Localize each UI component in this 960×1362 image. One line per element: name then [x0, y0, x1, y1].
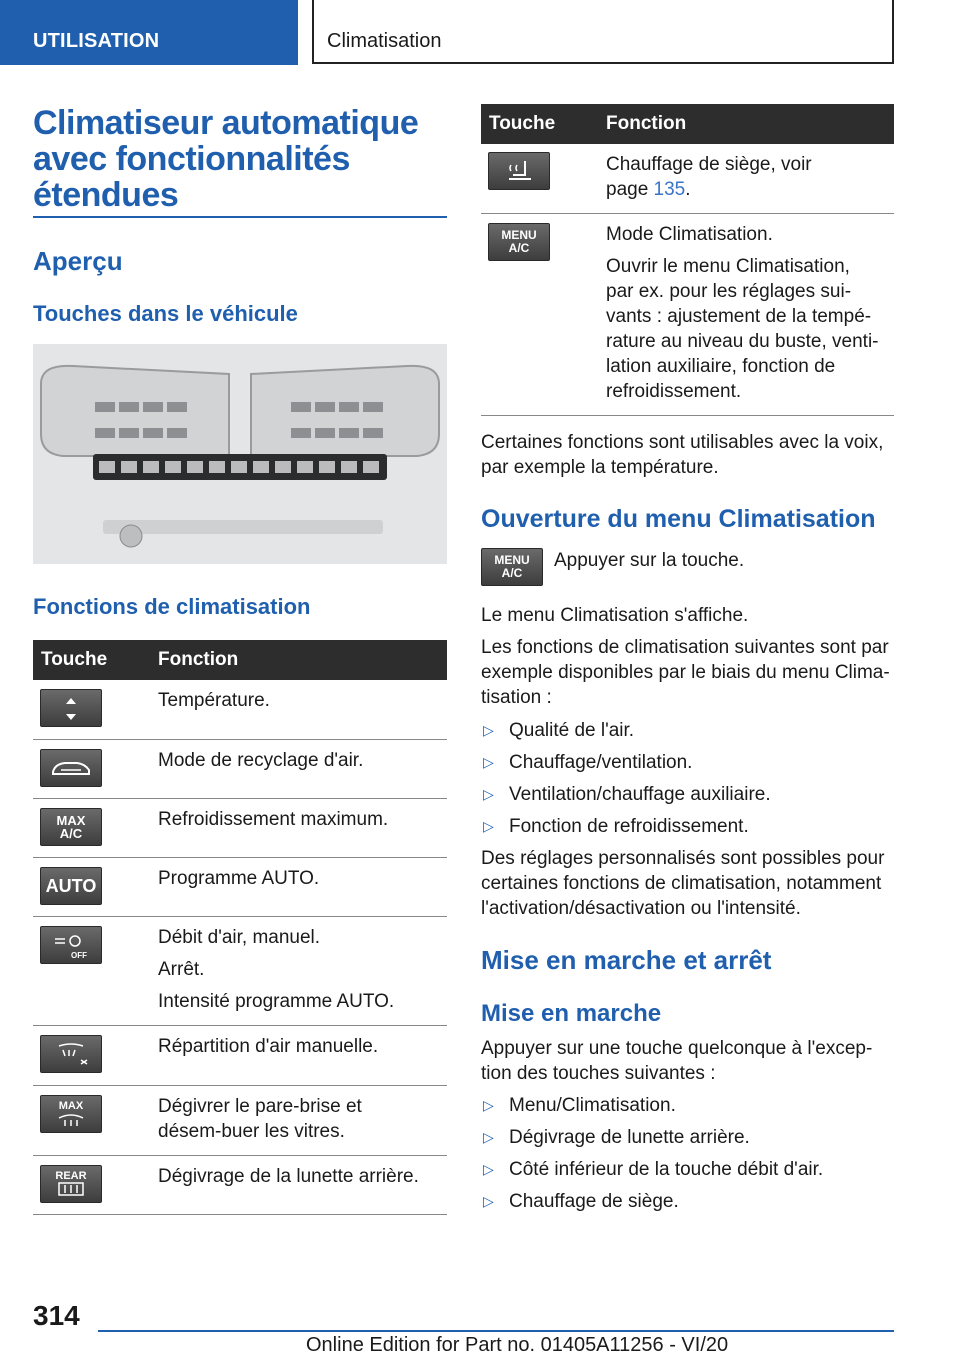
triangle-bullet-icon: ▷: [483, 1129, 494, 1145]
table-row: AUTO Programme AUTO.: [33, 857, 447, 916]
menu-ac-icon: MENU A/C: [488, 223, 550, 261]
title-rule: [33, 216, 447, 218]
table-row: Température.: [33, 680, 447, 739]
menu-items-list: [481, 718, 894, 846]
table-row: MAX Dégivrer le pare-brise et désem-buer les vitres.: [33, 1085, 447, 1155]
footer-rule: [98, 1330, 894, 1332]
heading-marche-arret: Mise en marche et arrêt: [481, 945, 772, 975]
press-key-text: Appuyer sur la touche.: [554, 550, 745, 571]
footer-edition: Online Edition for Part no. 01405A11256 - VI/20: [306, 1334, 729, 1356]
triangle-bullet-icon: ▷: [483, 754, 494, 770]
header-chapter-tab: [312, 0, 894, 64]
functions-table-right: [481, 104, 894, 416]
svg-text:OFF: OFF: [71, 950, 87, 960]
triangle-bullet-icon: ▷: [483, 1097, 494, 1113]
header-section-tab: [0, 0, 298, 65]
functions-intro: Les fonctions de climatisation suivantes sont par exemple disponibles par le biais du menu Clima- tisation :: [481, 637, 890, 708]
list-item: ▷ Qualité de l'air.: [483, 720, 635, 741]
auto-program-icon: AUTO: [40, 867, 102, 905]
max-ac-icon: MAX A/C: [40, 808, 102, 846]
col-header-touche: Touche: [33, 640, 158, 680]
heading-touches: Touches dans le véhicule: [33, 301, 298, 326]
seat-heating-icon: [488, 152, 550, 190]
dashboard-illustration: [33, 344, 447, 564]
list-item: ▷ Chauffage de siège.: [483, 1191, 679, 1212]
col-header-touche: Touche: [481, 104, 606, 144]
page-number: 314: [33, 1300, 80, 1331]
list-item: ▷ Fonction de refroidissement.: [483, 816, 749, 837]
list-item: ▷ Côté inférieur de la touche débit d'air.: [483, 1159, 824, 1180]
air-distribution-icon: [40, 1035, 102, 1073]
header-section-label: UTILISATION: [33, 30, 160, 52]
header-chapter-label: Climatisation: [327, 30, 442, 52]
col-header-fonction: Fonction: [606, 104, 894, 144]
triangle-bullet-icon: ▷: [483, 722, 494, 738]
max-defrost-icon: [40, 1095, 102, 1133]
triangle-bullet-icon: ▷: [483, 1161, 494, 1177]
except-items-list: [481, 1093, 894, 1221]
table-row: OFF Débit d'air, manuel. Arrêt. Intensité programme AUTO.: [33, 916, 447, 1025]
table-row: Mode de recyclage d'air.: [33, 739, 447, 798]
heading-mise-en-marche: Mise en marche: [481, 1000, 662, 1027]
page-link[interactable]: 135: [653, 179, 686, 200]
functions-table-left: [33, 640, 447, 1215]
table-row: Répartition d'air manuelle.: [33, 1025, 447, 1085]
personal-settings-note: Des réglages personnalisés sont possibles pour certaines fonctions de climatisation, notamment l'activation/désactivation ou l'intensité.: [481, 848, 885, 919]
fan-off-icon: [40, 926, 102, 964]
triangle-bullet-icon: ▷: [483, 786, 494, 802]
triangle-bullet-icon: ▷: [483, 1193, 494, 1209]
svg-text:MAX: MAX: [58, 1099, 84, 1112]
dashboard-photo: [33, 344, 447, 564]
heading-fonctions: Fonctions de climatisation: [33, 594, 311, 619]
col-header-fonction: Fonction: [158, 640, 447, 680]
table-row: Chauffage de siège, voir page 135.: [481, 144, 894, 214]
menu-shows-text: Le menu Climatisation s'affiche.: [481, 605, 749, 626]
heading-ouverture: Ouverture du menu Climatisation: [481, 505, 876, 533]
table-row: MENU A/C Mode Climatisation. Ouvrir le menu Climatisation, par ex. pour les réglages sui- vants : ajustement de la tempé- rature au niveau du buste, venti- lation auxiliaire, fonction de refroidissement.: [481, 214, 894, 416]
temperature-arrows-icon: [40, 689, 102, 727]
page-title: Climatiseur automatique avec fonctionnalités étendues: [33, 104, 419, 214]
air-recirculation-icon: [40, 749, 102, 787]
rear-defrost-icon: [40, 1165, 102, 1203]
triangle-bullet-icon: ▷: [483, 818, 494, 834]
list-item: ▷ Dégivrage de lunette arrière.: [483, 1127, 750, 1148]
table-row: REAR Dégivrage de la lunette arrière.: [33, 1155, 447, 1214]
start-text: Appuyer sur une touche quelconque à l'excep- tion des touches suivantes :: [481, 1038, 873, 1084]
svg-text:REAR: REAR: [55, 1169, 87, 1182]
list-item: ▷ Menu/Climatisation.: [483, 1095, 676, 1116]
table-row: MAX A/C Refroidissement maximum.: [33, 798, 447, 857]
menu-ac-icon: MENU A/C: [481, 548, 543, 586]
list-item: ▷ Ventilation/chauffage auxiliaire.: [483, 784, 771, 805]
list-item: ▷ Chauffage/ventilation.: [483, 752, 693, 773]
heading-apercu: Aperçu: [33, 246, 123, 276]
voice-note: Certaines fonctions sont utilisables avec la voix, par exemple la température.: [481, 432, 884, 478]
